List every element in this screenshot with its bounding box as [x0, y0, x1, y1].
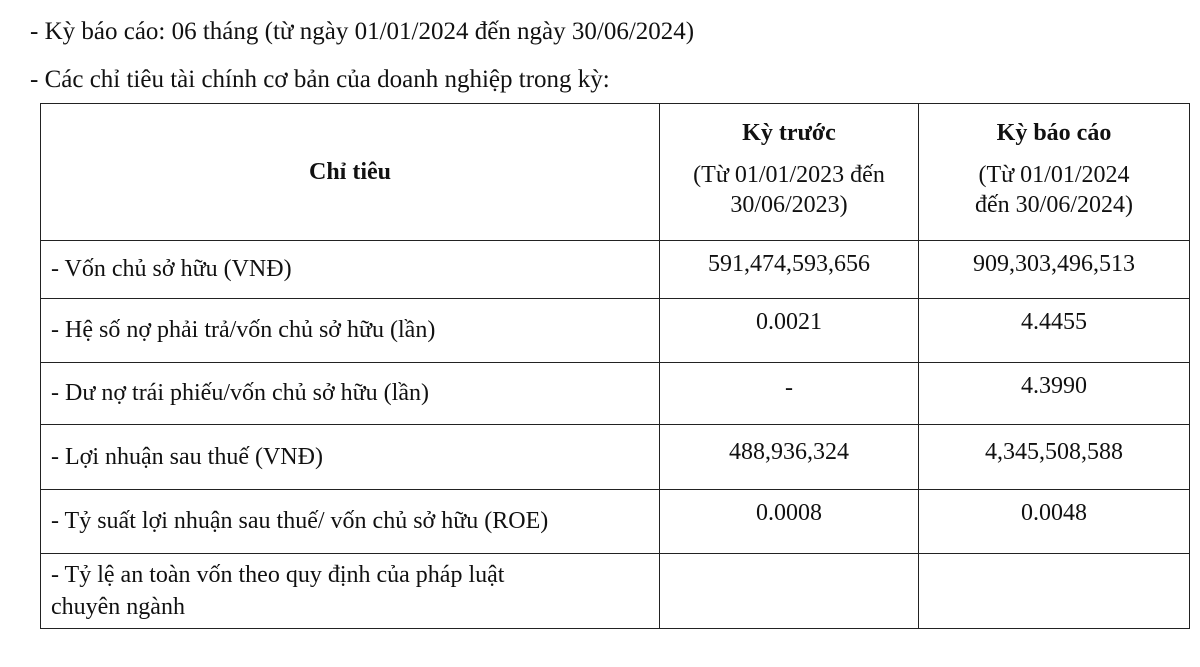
header-indicator: Chỉ tiêu	[41, 104, 660, 241]
row-label: - Lợi nhuận sau thuế (VNĐ)	[41, 425, 660, 490]
table-header-row	[41, 104, 1190, 241]
row-label: - Vốn chủ sở hữu (VNĐ)	[41, 241, 660, 299]
header-current	[919, 104, 1190, 241]
header-previous-title: Kỳ trước	[742, 120, 836, 146]
table-row	[41, 425, 1190, 490]
row-current: 4,345,508,588	[919, 425, 1190, 490]
row-current: 909,303,496,513	[919, 241, 1190, 299]
report-period-line: - Kỳ báo cáo: 06 tháng (từ ngày 01/01/2024 đến ngày 30/06/2024)	[30, 18, 695, 45]
row-label	[41, 554, 660, 629]
row-label: - Hệ số nợ phải trả/vốn chủ sở hữu (lần)	[41, 299, 660, 363]
header-current-range-2: đến 30/06/2024)	[975, 192, 1133, 218]
row-current: 4.3990	[919, 363, 1190, 425]
row-previous: 488,936,324	[660, 425, 919, 490]
header-current-range-1: (Từ 01/01/2024	[978, 162, 1130, 188]
table-row	[41, 299, 1190, 363]
header-current-title: Kỳ báo cáo	[996, 120, 1112, 146]
header-previous	[660, 104, 919, 241]
row-label: - Tỷ suất lợi nhuận sau thuế/ vốn chủ sở hữu (ROE)	[41, 490, 660, 554]
table-row	[41, 363, 1190, 425]
row-previous: 591,474,593,656	[660, 241, 919, 299]
financial-indicators-table	[40, 103, 1190, 629]
row-label: - Dư nợ trái phiếu/vốn chủ sở hữu (lần)	[41, 363, 660, 425]
row-current	[919, 554, 1190, 629]
row-current: 0.0048	[919, 490, 1190, 554]
row-label-line-1: - Tỷ lệ an toàn vốn theo quy định của pháp luật	[51, 562, 505, 588]
row-previous	[660, 554, 919, 629]
row-current: 4.4455	[919, 299, 1190, 363]
table-row	[41, 241, 1190, 299]
header-previous-range-1: (Từ 01/01/2023 đến	[693, 162, 885, 188]
table-row	[41, 490, 1190, 554]
row-previous: 0.0008	[660, 490, 919, 554]
row-label-line-2: chuyên ngành	[51, 594, 185, 620]
row-previous: 0.0021	[660, 299, 919, 363]
row-previous: -	[660, 363, 919, 425]
indicators-intro-line: - Các chỉ tiêu tài chính cơ bản của doanh nghiệp trong kỳ:	[30, 66, 610, 93]
header-previous-range-2: 30/06/2023)	[730, 192, 848, 218]
table-row	[41, 554, 1190, 629]
